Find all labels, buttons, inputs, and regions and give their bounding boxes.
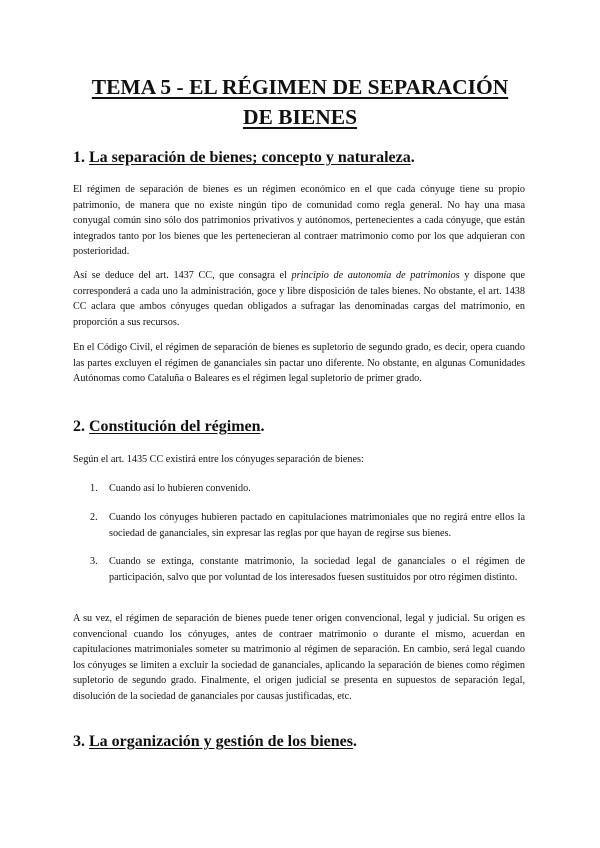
list-item bbox=[73, 481, 525, 497]
section-3-heading bbox=[73, 732, 357, 752]
list-item-text: Cuando los cónyuges hubieren pactado en capitulaciones matrimoniales que no regirá entre ellos la sociedad de gananciales, sin expresar las reglas por que hayan de regirse sus bienes. bbox=[109, 512, 525, 539]
list-item-number: 3. bbox=[90, 556, 98, 567]
section-1-period: . bbox=[410, 149, 415, 166]
para2-emphasis: principio de autonomía de patrimonios bbox=[291, 270, 460, 281]
section-2-heading bbox=[73, 417, 265, 437]
section-1-paragraph-3: En el Código Civil, el régimen de separación de bienes es supletorio de segundo grado, es decir, opera cuando las partes excluyen el régimen de gananciales sin pactar uno diferente. No obstante, en algunas Comunidades Autónomas como Cataluña o Baleares es el régimen legal supletorio de primer grado. bbox=[73, 342, 525, 384]
section-2-list-3 bbox=[73, 554, 525, 585]
section-3-period: . bbox=[353, 733, 358, 750]
para2-text-b: y dispone que corresponderá a cada uno la administración, goce y libre disposición de tales bienes. No obstante, el art. 1438 CC aclara que ambos cónyuges quedan obligados a sufragar las denominadas cargas del matrimonio, en proporción a sus recursos. bbox=[73, 270, 525, 328]
section-3-number: 3. bbox=[73, 733, 85, 750]
section-2-list-2 bbox=[73, 510, 525, 541]
section-2-paragraph: A su vez, el régimen de separación de bienes puede tener origen convencional, legal y judicial. Su origen es convencional cuando los cónyuges, antes de contraer matrimonio o durante el mismo, acuerdan en capitulaciones matrimoniales someter su matrimonio al régimen de separación. En cambio, será legal cuando los cónyuges se limiten a excluir la sociedad de gananciales, aplicando la separación de bienes como régimen supletorio de segundo grado. Finalmente, el origen judicial se presenta en supuestos de separación legal, disolución de la sociedad de gananciales por causas justificadas, etc. bbox=[73, 613, 525, 702]
section-2-period: . bbox=[260, 418, 265, 435]
section-1-number: 1. bbox=[73, 149, 85, 166]
section-2-title: Constitución del régimen bbox=[89, 418, 261, 435]
list-item bbox=[73, 510, 525, 541]
section-2-intro: Según el art. 1435 CC existirá entre los cónyuges separación de bienes: bbox=[73, 454, 364, 465]
section-2-number: 2. bbox=[73, 418, 85, 435]
section-1-title: La separación de bienes; concepto y naturaleza bbox=[89, 149, 411, 166]
section-1-paragraph-2 bbox=[73, 268, 525, 330]
title-line-2: DE BIENES bbox=[242, 105, 358, 129]
section-2-list bbox=[73, 481, 525, 497]
list-item-text: Cuando así lo hubieren convenido. bbox=[109, 483, 251, 494]
section-1-heading bbox=[73, 148, 415, 168]
section-1-paragraph-1: El régimen de separación de bienes es un régimen económico en el que cada cónyuge tiene su propio patrimonio, de manera que no existe ningún tipo de comunidad como regla general. No hay una masa conyugal común sino sólo dos patrimonios privativos y autónomos, pertenecientes a cada cónyuge, que están integrados tanto por los bienes que les pertenecieran al contraer matrimonio como por los que adquieran con posterioridad. bbox=[73, 184, 525, 257]
list-item-number: 2. bbox=[90, 512, 98, 523]
para2-text-a: Así se deduce del art. 1437 CC, que consagra el bbox=[73, 270, 292, 281]
title-line-1: TEMA 5 - EL RÉGIMEN DE SEPARACIÓN bbox=[91, 75, 509, 99]
list-item bbox=[73, 554, 525, 585]
list-item-number: 1. bbox=[90, 483, 98, 494]
section-3-title: La organización y gestión de los bienes bbox=[89, 733, 354, 750]
list-item-text: Cuando se extinga, constante matrimonio, la sociedad legal de gananciales o el régimen de participación, salvo que por voluntad de los interesados fuesen sustituidos por otro régimen distinto. bbox=[109, 556, 525, 583]
document-title bbox=[60, 72, 540, 132]
